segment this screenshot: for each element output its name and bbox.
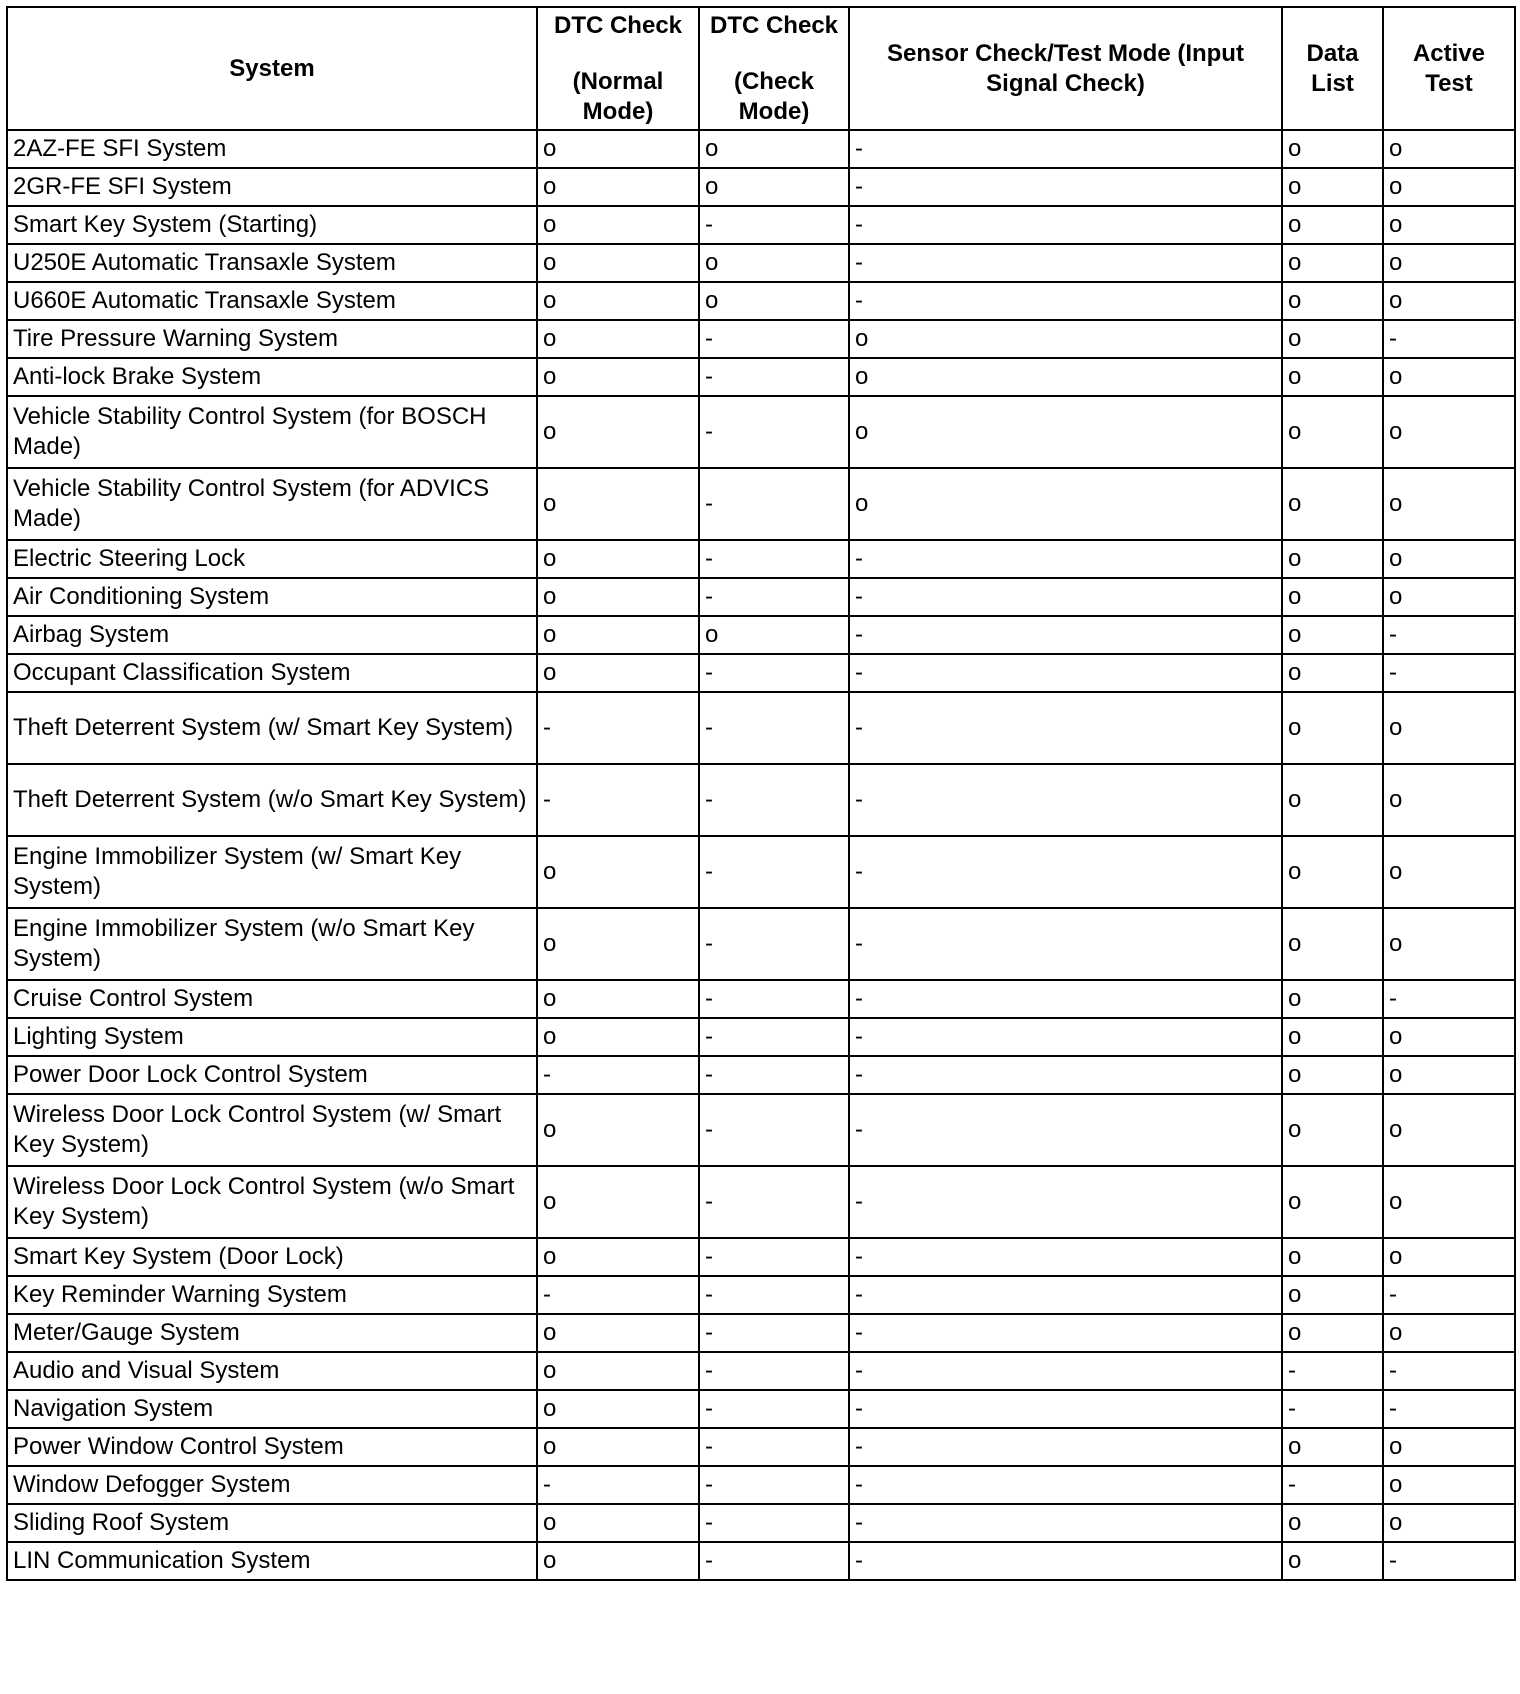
table-row — [7, 1390, 1515, 1428]
data-list-cell: o — [1282, 836, 1383, 908]
table-row — [7, 1314, 1515, 1352]
table-row — [7, 468, 1515, 540]
sensor-check-cell: - — [849, 1542, 1282, 1580]
active-test-cell: o — [1383, 358, 1515, 396]
col-header-system: System — [7, 7, 537, 130]
sensor-check-cell: - — [849, 1166, 1282, 1238]
dtc-check-cell: - — [699, 1166, 849, 1238]
data-list-cell: o — [1282, 764, 1383, 836]
dtc-normal-cell: o — [537, 1542, 699, 1580]
active-test-cell: - — [1383, 980, 1515, 1018]
active-test-cell: - — [1383, 1390, 1515, 1428]
system-cell: Theft Deterrent System (w/ Smart Key System) — [7, 692, 537, 764]
sensor-check-cell: - — [849, 244, 1282, 282]
system-cell: Navigation System — [7, 1390, 537, 1428]
sensor-check-cell: - — [849, 1466, 1282, 1504]
active-test-cell: o — [1383, 244, 1515, 282]
active-test-cell: o — [1383, 1018, 1515, 1056]
data-list-cell: o — [1282, 206, 1383, 244]
sensor-check-cell: - — [849, 1352, 1282, 1390]
dtc-check-cell: - — [699, 692, 849, 764]
table-row — [7, 764, 1515, 836]
system-cell: Vehicle Stability Control System (for BOSCH Made) — [7, 396, 537, 468]
sensor-check-cell: o — [849, 396, 1282, 468]
dtc-normal-cell: o — [537, 654, 699, 692]
data-list-cell: o — [1282, 654, 1383, 692]
data-list-cell: o — [1282, 1314, 1383, 1352]
table-row — [7, 1504, 1515, 1542]
system-cell: Lighting System — [7, 1018, 537, 1056]
dtc-check-cell: - — [699, 320, 849, 358]
data-list-cell: o — [1282, 168, 1383, 206]
active-test-cell: o — [1383, 206, 1515, 244]
system-cell: Vehicle Stability Control System (for ADVICS Made) — [7, 468, 537, 540]
dtc-normal-cell: o — [537, 1166, 699, 1238]
data-list-cell: o — [1282, 396, 1383, 468]
sensor-check-cell: - — [849, 764, 1282, 836]
dtc-normal-cell: o — [537, 244, 699, 282]
data-list-cell: o — [1282, 320, 1383, 358]
system-cell: Engine Immobilizer System (w/ Smart Key System) — [7, 836, 537, 908]
table-row — [7, 1276, 1515, 1314]
data-list-cell: o — [1282, 578, 1383, 616]
table-row — [7, 1094, 1515, 1166]
active-test-cell: - — [1383, 1276, 1515, 1314]
dtc-normal-cell: o — [537, 358, 699, 396]
active-test-cell: o — [1383, 578, 1515, 616]
system-cell: Audio and Visual System — [7, 1352, 537, 1390]
dtc-check-cell: - — [699, 1352, 849, 1390]
active-test-cell: - — [1383, 1352, 1515, 1390]
system-cell: Power Window Control System — [7, 1428, 537, 1466]
system-cell: Electric Steering Lock — [7, 540, 537, 578]
table-row — [7, 1466, 1515, 1504]
sensor-check-cell: - — [849, 540, 1282, 578]
diagnosis-table-container — [6, 6, 1514, 1581]
sensor-check-cell: - — [849, 1428, 1282, 1466]
dtc-check-cell: o — [699, 282, 849, 320]
system-cell: U660E Automatic Transaxle System — [7, 282, 537, 320]
dtc-normal-cell: o — [537, 540, 699, 578]
data-list-cell: o — [1282, 1542, 1383, 1580]
system-cell: Tire Pressure Warning System — [7, 320, 537, 358]
dtc-check-cell: - — [699, 1056, 849, 1094]
dtc-normal-cell: o — [537, 1094, 699, 1166]
sensor-check-cell: - — [849, 980, 1282, 1018]
dtc-check-cell: - — [699, 1542, 849, 1580]
data-list-cell: - — [1282, 1390, 1383, 1428]
data-list-cell: o — [1282, 540, 1383, 578]
system-cell: Air Conditioning System — [7, 578, 537, 616]
sensor-check-cell: o — [849, 468, 1282, 540]
header-row — [7, 7, 1515, 130]
dtc-normal-cell: o — [537, 578, 699, 616]
table-row — [7, 692, 1515, 764]
active-test-cell: o — [1383, 282, 1515, 320]
dtc-normal-cell: o — [537, 908, 699, 980]
data-list-cell: o — [1282, 1276, 1383, 1314]
data-list-cell: o — [1282, 616, 1383, 654]
system-cell: Engine Immobilizer System (w/o Smart Key System) — [7, 908, 537, 980]
active-test-cell: - — [1383, 1542, 1515, 1580]
sensor-check-cell: - — [849, 1314, 1282, 1352]
table-row — [7, 206, 1515, 244]
col-header-dtc-normal-mode: (Normal Mode) — [572, 67, 664, 125]
data-list-cell: o — [1282, 692, 1383, 764]
dtc-check-cell: o — [699, 168, 849, 206]
active-test-cell: o — [1383, 692, 1515, 764]
system-cell: Airbag System — [7, 616, 537, 654]
sensor-check-cell: - — [849, 836, 1282, 908]
dtc-check-cell: - — [699, 1314, 849, 1352]
data-list-cell: o — [1282, 908, 1383, 980]
dtc-check-cell: - — [699, 540, 849, 578]
dtc-normal-cell: - — [537, 1056, 699, 1094]
dtc-check-cell: - — [699, 1428, 849, 1466]
system-cell: U250E Automatic Transaxle System — [7, 244, 537, 282]
data-list-cell: o — [1282, 1056, 1383, 1094]
dtc-normal-cell: o — [537, 320, 699, 358]
dtc-normal-cell: o — [537, 130, 699, 168]
dtc-normal-cell: - — [537, 1276, 699, 1314]
col-header-sensor-check: Sensor Check/Test Mode (Input Signal Check) — [849, 7, 1282, 130]
dtc-check-cell: - — [699, 980, 849, 1018]
active-test-cell: o — [1383, 1166, 1515, 1238]
system-cell: Cruise Control System — [7, 980, 537, 1018]
table-row — [7, 616, 1515, 654]
table-row — [7, 282, 1515, 320]
system-cell: Meter/Gauge System — [7, 1314, 537, 1352]
active-test-cell: o — [1383, 396, 1515, 468]
active-test-cell: - — [1383, 654, 1515, 692]
active-test-cell: o — [1383, 468, 1515, 540]
dtc-normal-cell: o — [537, 396, 699, 468]
dtc-normal-cell: o — [537, 468, 699, 540]
dtc-normal-cell: o — [537, 616, 699, 654]
sensor-check-cell: - — [849, 578, 1282, 616]
dtc-normal-cell: o — [537, 1352, 699, 1390]
dtc-normal-cell: o — [537, 980, 699, 1018]
dtc-check-cell: - — [699, 468, 849, 540]
table-body — [7, 130, 1515, 1580]
dtc-normal-cell: o — [537, 168, 699, 206]
sensor-check-cell: - — [849, 130, 1282, 168]
active-test-cell: o — [1383, 1238, 1515, 1276]
col-header-active-test: Active Test — [1383, 7, 1515, 130]
dtc-check-cell: - — [699, 1238, 849, 1276]
table-row — [7, 1238, 1515, 1276]
active-test-cell: - — [1383, 320, 1515, 358]
sensor-check-cell: - — [849, 1018, 1282, 1056]
sensor-check-cell: - — [849, 1056, 1282, 1094]
dtc-check-cell: - — [699, 764, 849, 836]
sensor-check-cell: o — [849, 358, 1282, 396]
data-list-cell: - — [1282, 1466, 1383, 1504]
system-cell: Wireless Door Lock Control System (w/ Smart Key System) — [7, 1094, 537, 1166]
table-row — [7, 1352, 1515, 1390]
function-check-table — [6, 6, 1516, 1581]
system-cell: Smart Key System (Starting) — [7, 206, 537, 244]
sensor-check-cell: - — [849, 1504, 1282, 1542]
dtc-normal-cell: - — [537, 1466, 699, 1504]
active-test-cell: o — [1383, 1314, 1515, 1352]
table-row — [7, 168, 1515, 206]
dtc-check-cell: - — [699, 206, 849, 244]
col-header-dtc-check — [699, 7, 849, 130]
sensor-check-cell: - — [849, 282, 1282, 320]
table-row — [7, 980, 1515, 1018]
sensor-check-cell: - — [849, 1390, 1282, 1428]
system-cell: Sliding Roof System — [7, 1504, 537, 1542]
table-row — [7, 1166, 1515, 1238]
dtc-check-cell: - — [699, 1504, 849, 1542]
system-cell: Power Door Lock Control System — [7, 1056, 537, 1094]
data-list-cell: o — [1282, 468, 1383, 540]
dtc-check-cell: o — [699, 616, 849, 654]
system-cell: 2AZ-FE SFI System — [7, 130, 537, 168]
active-test-cell: o — [1383, 836, 1515, 908]
system-cell: 2GR-FE SFI System — [7, 168, 537, 206]
dtc-check-cell: o — [699, 244, 849, 282]
col-header-dtc-normal-title: DTC Check — [553, 11, 683, 39]
data-list-cell: o — [1282, 1018, 1383, 1056]
data-list-cell: o — [1282, 980, 1383, 1018]
data-list-cell: o — [1282, 358, 1383, 396]
dtc-check-cell: - — [699, 654, 849, 692]
data-list-cell: o — [1282, 1504, 1383, 1542]
data-list-cell: o — [1282, 1428, 1383, 1466]
system-cell: Occupant Classification System — [7, 654, 537, 692]
dtc-normal-cell: - — [537, 764, 699, 836]
active-test-cell: o — [1383, 764, 1515, 836]
system-cell: Wireless Door Lock Control System (w/o Smart Key System) — [7, 1166, 537, 1238]
col-header-data-list: Data List — [1282, 7, 1383, 130]
dtc-normal-cell: o — [537, 1238, 699, 1276]
active-test-cell: o — [1383, 1056, 1515, 1094]
col-header-dtc-check-title: DTC Check — [709, 11, 839, 39]
active-test-cell: o — [1383, 1466, 1515, 1504]
dtc-normal-cell: o — [537, 1018, 699, 1056]
active-test-cell: o — [1383, 1094, 1515, 1166]
sensor-check-cell: - — [849, 1276, 1282, 1314]
table-row — [7, 1056, 1515, 1094]
table-row — [7, 836, 1515, 908]
dtc-check-cell: o — [699, 130, 849, 168]
dtc-check-cell: - — [699, 1466, 849, 1504]
sensor-check-cell: - — [849, 616, 1282, 654]
active-test-cell: o — [1383, 540, 1515, 578]
dtc-normal-cell: o — [537, 1390, 699, 1428]
system-cell: Smart Key System (Door Lock) — [7, 1238, 537, 1276]
system-cell: Anti-lock Brake System — [7, 358, 537, 396]
dtc-normal-cell: o — [537, 282, 699, 320]
data-list-cell: o — [1282, 1094, 1383, 1166]
sensor-check-cell: - — [849, 1238, 1282, 1276]
dtc-check-cell: - — [699, 1276, 849, 1314]
data-list-cell: o — [1282, 1238, 1383, 1276]
table-row — [7, 1542, 1515, 1580]
dtc-check-cell: - — [699, 1390, 849, 1428]
sensor-check-cell: - — [849, 654, 1282, 692]
system-cell: Theft Deterrent System (w/o Smart Key System) — [7, 764, 537, 836]
sensor-check-cell: - — [849, 206, 1282, 244]
sensor-check-cell: - — [849, 168, 1282, 206]
col-header-dtc-normal — [537, 7, 699, 130]
table-row — [7, 1018, 1515, 1056]
table-row — [7, 396, 1515, 468]
dtc-check-cell: - — [699, 836, 849, 908]
sensor-check-cell: - — [849, 908, 1282, 980]
active-test-cell: o — [1383, 168, 1515, 206]
dtc-normal-cell: o — [537, 1428, 699, 1466]
dtc-check-cell: - — [699, 578, 849, 616]
data-list-cell: o — [1282, 282, 1383, 320]
table-row — [7, 244, 1515, 282]
data-list-cell: o — [1282, 130, 1383, 168]
table-row — [7, 130, 1515, 168]
table-row — [7, 320, 1515, 358]
table-row — [7, 908, 1515, 980]
active-test-cell: - — [1383, 616, 1515, 654]
dtc-normal-cell: o — [537, 1504, 699, 1542]
data-list-cell: - — [1282, 1352, 1383, 1390]
active-test-cell: o — [1383, 1428, 1515, 1466]
table-row — [7, 358, 1515, 396]
sensor-check-cell: - — [849, 1094, 1282, 1166]
active-test-cell: o — [1383, 1504, 1515, 1542]
sensor-check-cell: - — [849, 692, 1282, 764]
system-cell: LIN Communication System — [7, 1542, 537, 1580]
dtc-check-cell: - — [699, 358, 849, 396]
dtc-normal-cell: o — [537, 1314, 699, 1352]
system-cell: Key Reminder Warning System — [7, 1276, 537, 1314]
dtc-check-cell: - — [699, 908, 849, 980]
active-test-cell: o — [1383, 908, 1515, 980]
active-test-cell: o — [1383, 130, 1515, 168]
data-list-cell: o — [1282, 244, 1383, 282]
data-list-cell: o — [1282, 1166, 1383, 1238]
table-row — [7, 654, 1515, 692]
dtc-check-cell: - — [699, 1094, 849, 1166]
dtc-normal-cell: o — [537, 206, 699, 244]
dtc-normal-cell: - — [537, 692, 699, 764]
table-row — [7, 540, 1515, 578]
table-row — [7, 1428, 1515, 1466]
dtc-normal-cell: o — [537, 836, 699, 908]
col-header-dtc-check-mode: (Check Mode) — [733, 67, 815, 125]
sensor-check-cell: o — [849, 320, 1282, 358]
system-cell: Window Defogger System — [7, 1466, 537, 1504]
table-row — [7, 578, 1515, 616]
dtc-check-cell: - — [699, 396, 849, 468]
dtc-check-cell: - — [699, 1018, 849, 1056]
